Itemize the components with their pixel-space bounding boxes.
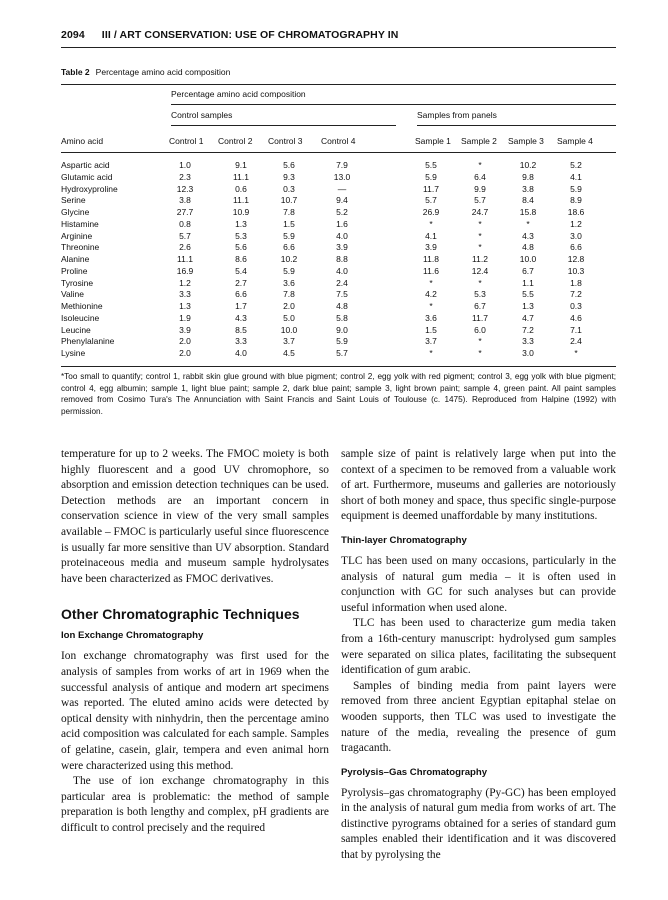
- table-cell: 6.6: [235, 289, 247, 300]
- table-cell: 5.6: [283, 160, 295, 170]
- table-cell: 8.4: [522, 195, 534, 206]
- table-cell: *: [478, 277, 482, 288]
- table-cell: 4.3: [235, 312, 247, 323]
- table-cell: *: [478, 218, 482, 229]
- table-cell: 1.6: [336, 218, 348, 229]
- table-cell-amino-acid: Lysine: [61, 348, 86, 358]
- table-caption-text: Percentage amino acid composition: [95, 67, 231, 77]
- table-row: [61, 301, 616, 313]
- table-panels-group-rule: [417, 125, 616, 126]
- table-group-control: Control samples: [171, 110, 233, 120]
- table-row: [61, 172, 616, 184]
- table-cell: 6.4: [474, 171, 486, 182]
- table-cell: 7.2: [570, 289, 582, 300]
- paragraph: temperature for up to 2 weeks. The FMOC moiety is both highly fluorescent and a good UV chromophore, so absorption and emission detection techniques can be used. Detection methods are an important concern in conservation science in view of the very small samples available – FMOC is particularly useful since fluorescence is usually far more sensitive than UV absorption. Standard proteinaceous media and museum sample hydrolysates have been characterized as FMOC derivatives.: [61, 448, 329, 585]
- table-cell: 1.9: [179, 312, 191, 323]
- table-cell: 1.2: [570, 218, 582, 229]
- table-cell: 3.8: [522, 183, 534, 194]
- table-cell: 2.0: [179, 336, 191, 347]
- table-cell: 27.7: [176, 207, 194, 217]
- table-cell: *: [429, 348, 433, 358]
- table-cell: *: [478, 160, 482, 170]
- table-cell: 9.3: [283, 171, 295, 182]
- table-cell-amino-acid: Hydroxyproline: [61, 183, 118, 194]
- table-cell: 12.3: [176, 183, 194, 194]
- table-cell: 4.3: [522, 230, 534, 241]
- table-cell: 10.0: [280, 324, 298, 335]
- table-cell-amino-acid: Phenylalanine: [61, 336, 115, 347]
- table-caption: [61, 67, 230, 77]
- table-cell: 3.8: [179, 195, 191, 206]
- table-cell: 3.6: [425, 312, 437, 323]
- table-cell: 4.0: [336, 265, 348, 276]
- table-cell-amino-acid: Aspartic acid: [61, 160, 110, 170]
- table-cell: *: [429, 277, 433, 288]
- table-cell: 6.7: [522, 265, 534, 276]
- table-cell: 4.0: [336, 230, 348, 241]
- table-row: [61, 336, 616, 348]
- table-cell: 5.9: [283, 230, 295, 241]
- table-row: [61, 195, 616, 207]
- table-cell: 2.3: [179, 171, 191, 182]
- table-cell: 5.5: [425, 160, 437, 170]
- table-cell: 1.3: [179, 301, 191, 311]
- table-cell: 3.9: [179, 324, 191, 335]
- table-cell: *: [574, 348, 578, 358]
- table-top-rule: [61, 84, 616, 85]
- table-spanning-header: Percentage amino acid composition: [171, 89, 306, 99]
- table-cell: 6.7: [474, 301, 486, 311]
- table-cell: 4.5: [283, 348, 295, 358]
- paragraph: Pyrolysis–gas chromatography (Py-GC) has been employed in the analysis of natural gum media from works of art. The distinctive pyrograms obtained for a series of standard gum samples enabled their identification and it was discovered that by pyrolysing the: [341, 786, 616, 862]
- table-cell: *: [478, 336, 482, 347]
- table-cell: 1.7: [235, 301, 247, 311]
- table-column-header: Sample 2: [461, 136, 497, 146]
- table-cell: 9.0: [336, 324, 348, 335]
- table-row: [61, 313, 616, 325]
- table-cell: *: [478, 242, 482, 253]
- table-cell: 5.6: [235, 242, 247, 253]
- table-group-header-row: [61, 110, 616, 122]
- table-cell: 2.0: [283, 301, 295, 311]
- table-cell: 3.3: [522, 336, 534, 347]
- table-cell: 5.7: [336, 348, 348, 358]
- table-cell: 1.2: [179, 277, 191, 288]
- table-cell: 5.3: [474, 289, 486, 300]
- table-cell: 1.5: [283, 218, 295, 229]
- table-cell: 15.8: [519, 207, 537, 217]
- table-cell-amino-acid: Glutamic acid: [61, 171, 113, 182]
- table-cell: 4.1: [570, 171, 582, 182]
- table-cell: 4.0: [235, 348, 247, 358]
- table-cell: 0.6: [235, 183, 247, 194]
- table-cell-amino-acid: Histamine: [61, 218, 99, 229]
- paragraph: The use of ion exchange chromatography in this particular area is problematic: the method of sample preparation is both lengthy and complex, pH gradients are difficult to control precisely and the required: [61, 775, 329, 834]
- table-cell: 11.1: [177, 254, 193, 264]
- paragraph: Samples of binding media from paint layers were removed from three ancient Egyptian epitaphal stelae on wooden supports, then TLC was used to investigate the nature of the media, revealing the presence of gum tragacanth.: [341, 679, 616, 755]
- table-row: [61, 348, 616, 360]
- paragraph: TLC has been used on many occasions, particularly in the analysis of natural gum media – it is often used in conjunction with GC for such analyses but can provide useful information when used alone.: [341, 554, 616, 614]
- table-cell-amino-acid: Leucine: [61, 324, 91, 335]
- table-cell: 6.6: [283, 242, 295, 253]
- table-row: [61, 207, 616, 219]
- table-cell: 0.3: [570, 301, 582, 311]
- running-header: [61, 29, 616, 41]
- table-cell: 16.9: [176, 265, 194, 276]
- table-cell: 4.8: [522, 242, 534, 253]
- table-cell: 11.1: [233, 195, 249, 206]
- table-cell: 10.2: [280, 254, 298, 264]
- table-cell-amino-acid: Proline: [61, 265, 88, 276]
- table-cell: 11.8: [423, 254, 439, 264]
- table-cell: 9.9: [474, 183, 486, 194]
- table-spanning-header-row: [61, 89, 616, 101]
- table-cell-amino-acid: Isoleucine: [61, 312, 100, 323]
- table-cell: 5.3: [235, 230, 247, 241]
- table-cell: 11.7: [472, 312, 488, 323]
- table-cell: 5.9: [425, 171, 437, 182]
- table-cell-amino-acid: Arginine: [61, 230, 93, 241]
- table-row: [61, 254, 616, 266]
- table-cell: 2.0: [179, 348, 191, 358]
- table-cell: 4.7: [522, 312, 534, 323]
- table-cell: 12.8: [567, 254, 585, 264]
- table-row: [61, 266, 616, 278]
- table-cell: 3.3: [235, 336, 247, 347]
- table-cell: 0.3: [283, 183, 295, 194]
- table-cell: 2.6: [179, 242, 191, 253]
- table-cell: 3.0: [522, 348, 534, 358]
- table-cell: 3.0: [570, 230, 582, 241]
- table-cell: 5.5: [522, 289, 534, 300]
- table-cell: 5.7: [179, 230, 191, 241]
- table-cell: 11.2: [472, 254, 488, 264]
- table-cell: 1.3: [522, 301, 534, 311]
- table-control-group-rule: [171, 125, 396, 126]
- table-cell: 8.5: [235, 324, 247, 335]
- table-cell: 4.1: [425, 230, 437, 241]
- table-cell: *: [478, 230, 482, 241]
- table-footnote: *Too small to quantify; control 1, rabbit skin glue ground with blue pigment; control 2, egg yolk with red pigment; control 3, egg yolk with blue pigment; control 4, egg albumin; sample 1, light blue paint; sample 2, dark blue paint; sample 3, light brown paint; sample 4, green paint. All paint samples removed from Cosimo Tura's The Annunciation with Saint Francis and Saint Louis of Toulouse (c. 1475). Reproduced from Halpine (1992) with permission.: [61, 372, 616, 416]
- table-cell: *: [429, 301, 433, 311]
- table-cell: 3.7: [425, 336, 437, 347]
- table-cell-amino-acid: Valine: [61, 289, 84, 300]
- table-cell: 2.7: [235, 277, 247, 288]
- table-cell: 7.9: [336, 160, 348, 170]
- subsection-heading: Ion Exchange Chromatography: [61, 630, 204, 642]
- table-cell: 26.9: [422, 207, 440, 217]
- table-row: [61, 231, 616, 243]
- left-column: [61, 447, 329, 836]
- table-row: [61, 242, 616, 254]
- table-cell: 5.9: [336, 336, 348, 347]
- table-label: Table 2: [61, 67, 90, 77]
- table-cell: 0.8: [179, 218, 191, 229]
- table-cell: 2.4: [570, 336, 582, 347]
- table-cell: 10.7: [280, 195, 298, 206]
- table-cell-amino-acid: Glycine: [61, 207, 90, 217]
- paragraph: TLC has been used to characterize gum media taken from a 16th-century manuscript: hydrolysed gum samples were separated on silica plates, facilitating the subsequent identification of gum arabic.: [341, 617, 616, 677]
- table-column-header: Control 2: [218, 136, 253, 146]
- table-row: [61, 325, 616, 337]
- table-cell: 4.2: [425, 289, 437, 300]
- table-cell: 5.9: [283, 265, 295, 276]
- table-cell: 1.1: [522, 277, 534, 288]
- table-cell: 10.2: [519, 160, 537, 170]
- table-cell: 7.8: [283, 289, 295, 300]
- table-cell: 8.8: [336, 254, 348, 264]
- table-cell: 5.2: [570, 160, 582, 170]
- table-row: [61, 289, 616, 301]
- table-cell: 1.3: [235, 218, 247, 229]
- table-row: [61, 278, 616, 290]
- table-row: [61, 184, 616, 196]
- table-cell: 3.9: [425, 242, 437, 253]
- subsection-heading-tlc: Thin-layer Chromatography: [341, 534, 467, 546]
- table-column-header: Sample 1: [415, 136, 451, 146]
- table-cell: 18.6: [567, 207, 585, 217]
- header-rule: [61, 47, 616, 48]
- table-cell: 5.4: [235, 265, 247, 276]
- right-column: [341, 447, 616, 864]
- page-number: 2094: [61, 29, 85, 41]
- table-cell: *: [478, 348, 482, 358]
- table-cell: 6.0: [474, 324, 486, 335]
- table-row: [61, 160, 616, 172]
- table-cell: 1.5: [425, 324, 437, 335]
- table-cell: 8.9: [570, 195, 582, 206]
- table-cell: 5.8: [336, 312, 348, 323]
- table-cell-amino-acid: Serine: [61, 195, 86, 206]
- table-cell: 9.1: [235, 160, 247, 170]
- table-cell: 24.7: [471, 207, 489, 217]
- table-cell: 5.2: [336, 207, 348, 217]
- table-column-header: Control 4: [321, 136, 356, 146]
- table-cell: 11.6: [423, 265, 439, 276]
- subsection-heading-pygc: Pyrolysis–Gas Chromatography: [341, 766, 488, 778]
- table-cell: 1.0: [179, 160, 191, 170]
- table-column-header: Amino acid: [61, 136, 104, 146]
- table-cell: 3.7: [283, 336, 295, 347]
- table-cell: —: [337, 183, 347, 194]
- table-cell: 3.3: [179, 289, 191, 300]
- table-cell: 3.6: [283, 277, 295, 288]
- table-column-header: Sample 3: [508, 136, 544, 146]
- table-cell: 7.5: [336, 289, 348, 300]
- table-cell: 8.6: [235, 254, 247, 264]
- paragraph: sample size of paint is relatively large when put into the context of a specimen to be removed from a valuable work of art. Furthermore, museums and galleries are notoriously short of both money and space, thus specific single-purpose equipment is deemed unaffordable by many institutions.: [341, 448, 616, 523]
- table-cell: 7.1: [570, 324, 582, 335]
- table-cell: 1.8: [570, 277, 582, 288]
- table-cell-amino-acid: Methionine: [61, 301, 103, 311]
- table-group-panels: Samples from panels: [417, 110, 497, 120]
- table-cell: 9.4: [336, 195, 348, 206]
- table-span-rule: [171, 104, 616, 105]
- table-header-rule: [61, 152, 616, 153]
- table-column-header: Control 3: [268, 136, 303, 146]
- table-cell: 11.1: [233, 171, 249, 182]
- table-cell: 11.7: [423, 183, 439, 194]
- table-cell: 9.8: [522, 171, 534, 182]
- table-cell-amino-acid: Tyrosine: [61, 277, 94, 288]
- table-cell: 4.8: [336, 301, 348, 311]
- section-heading: Other Chromatographic Techniques: [61, 606, 300, 623]
- table-cell: 3.9: [336, 242, 348, 253]
- table-cell: 5.9: [570, 183, 582, 194]
- table-cell-amino-acid: Threonine: [61, 242, 100, 253]
- table-cell: 5.7: [474, 195, 486, 206]
- table-cell: 6.6: [570, 242, 582, 253]
- table-cell: 4.6: [570, 312, 582, 323]
- table-row: [61, 219, 616, 231]
- table-column-header-row: [61, 136, 616, 148]
- table-column-header: Sample 4: [557, 136, 593, 146]
- table-cell: 10.0: [519, 254, 537, 264]
- paragraph: Ion exchange chromatography was first used for the analysis of samples from works of art in 1969 when the successful analysis of antique and modern art specimens was reported. The eluted amino acids were detected by optical density with ninhydrin, then the percentage amino acid composition was calculated for each sample. Samples of gelatine, casein, glair, tempera and even animal horn were characterized using this method.: [61, 650, 329, 772]
- table-cell: 12.4: [471, 265, 489, 276]
- table-bottom-rule: [61, 366, 616, 367]
- table-cell: *: [526, 218, 530, 229]
- table-cell: 5.0: [283, 312, 295, 323]
- table-cell: 10.3: [567, 265, 585, 276]
- table-cell: 2.4: [336, 277, 348, 288]
- running-title: III / ART CONSERVATION: USE OF CHROMATOGRAPHY IN: [101, 29, 399, 41]
- table-cell: 5.7: [425, 195, 437, 206]
- table-cell-amino-acid: Alanine: [61, 254, 90, 264]
- table-cell: 7.8: [283, 207, 295, 217]
- table-cell: 7.2: [522, 324, 534, 335]
- table-cell: *: [429, 218, 433, 229]
- table-column-header: Control 1: [169, 136, 204, 146]
- table-cell: 13.0: [333, 171, 351, 182]
- table-cell: 10.9: [232, 207, 250, 217]
